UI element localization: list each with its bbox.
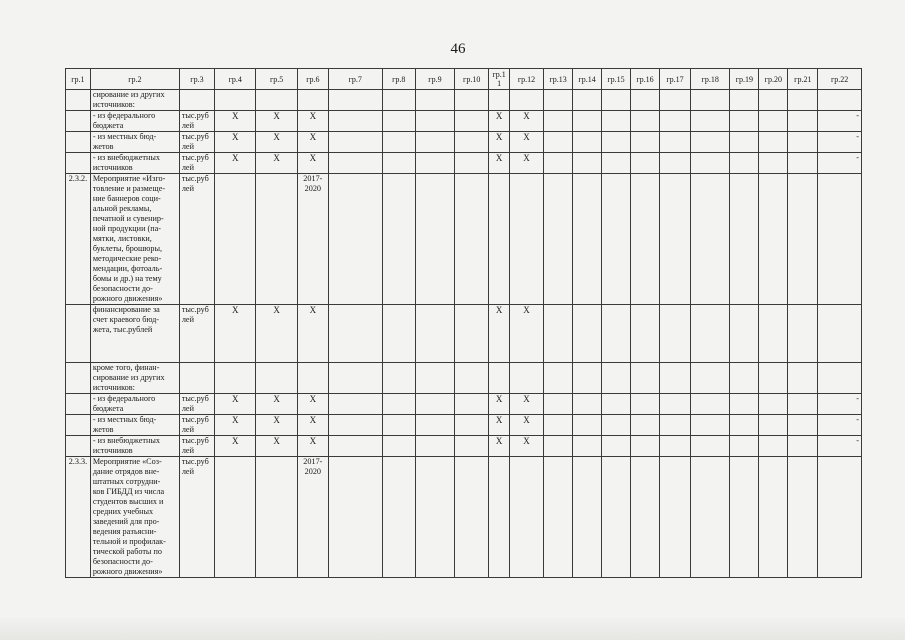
col-header: гр.15: [602, 69, 631, 90]
measure-period: 2017- 2020: [297, 174, 328, 305]
x-mark: X: [256, 111, 297, 132]
unit-cell: тыс.руб лей: [179, 457, 214, 578]
col-header: гр.3: [179, 69, 214, 90]
table-row: [66, 457, 862, 578]
x-mark: X: [215, 305, 256, 363]
x-mark: X: [489, 436, 510, 457]
col-header: гр.14: [573, 69, 602, 90]
unit-cell: тыс.руб лей: [179, 415, 214, 436]
x-mark: X: [297, 394, 328, 415]
x-mark: X: [489, 153, 510, 174]
col-header: гр.22: [818, 69, 862, 90]
x-mark: X: [509, 132, 543, 153]
x-mark: X: [297, 436, 328, 457]
unit-cell: тыс.руб лей: [179, 305, 214, 363]
table-row: [66, 305, 862, 363]
col-header: гр.21: [788, 69, 818, 90]
dash-mark: -: [818, 153, 862, 174]
measure-code: 2.3.2.: [66, 174, 91, 305]
col-header: гр.4: [215, 69, 256, 90]
measure-description: Мероприятие «Изго- товление и размеще- ние баннеров соци- альной рекламы, печатной и сувенир- ной продукции (па- мятки, листовки, буклеты, брошюры, методические реко- мендации, фотоаль- бомы и др.) на тему безопасности до- рожного движения»: [90, 174, 179, 305]
x-mark: X: [256, 153, 297, 174]
x-mark: X: [489, 132, 510, 153]
col-header: гр.20: [759, 69, 788, 90]
x-mark: X: [256, 305, 297, 363]
x-mark: X: [489, 111, 510, 132]
unit-cell: тыс.руб лей: [179, 174, 214, 305]
col-header: гр.6: [297, 69, 328, 90]
table-row: [66, 436, 862, 457]
unit-cell: тыс.руб лей: [179, 394, 214, 415]
x-mark: X: [215, 153, 256, 174]
executor-cell: [328, 305, 382, 363]
measure-description: Мероприятие «Соз- дание отрядов вне- штатных сотрудни- ков ГИБДД из числа студентов высших и средних учебных заведений для про- ведения разъясни- тельной и профилак- тической работы по безопасности до- рожного движения»: [90, 457, 179, 578]
x-mark: X: [509, 415, 543, 436]
unit-cell: тыс.руб лей: [179, 153, 214, 174]
table-row: [66, 111, 862, 132]
x-mark: X: [297, 415, 328, 436]
col-header: гр.8: [382, 69, 415, 90]
table-row: [66, 174, 862, 305]
program-table: [65, 68, 862, 578]
row-label: кроме того, финан- сирование из других источников:: [90, 363, 179, 394]
row-label: - из внебюджетных источников: [90, 153, 179, 174]
x-mark: X: [256, 394, 297, 415]
dash-mark: -: [818, 415, 862, 436]
x-mark: X: [509, 436, 543, 457]
col-header: гр.10: [455, 69, 489, 90]
row-label: финансирование за счет краевого бюд- жета, тыс.рублей: [90, 305, 179, 363]
unit-cell: тыс.руб лей: [179, 111, 214, 132]
x-mark: X: [509, 305, 543, 363]
unit-cell: тыс.руб лей: [179, 132, 214, 153]
x-mark: X: [256, 436, 297, 457]
row-label: - из внебюджетных источников: [90, 436, 179, 457]
row-label: - из местных бюд- жетов: [90, 132, 179, 153]
x-mark: X: [509, 153, 543, 174]
col-header: гр.19: [730, 69, 759, 90]
executor-cell: [328, 457, 382, 578]
col-header: гр.9: [415, 69, 454, 90]
col-header: гр.1: [66, 69, 91, 90]
dash-mark: -: [818, 111, 862, 132]
x-mark: X: [215, 111, 256, 132]
measure-period: 2017- 2020: [297, 457, 328, 578]
x-mark: X: [297, 153, 328, 174]
row-label: - из местных бюд- жетов: [90, 415, 179, 436]
table-row: [66, 394, 862, 415]
table-row: [66, 132, 862, 153]
col-header: гр.12: [509, 69, 543, 90]
x-mark: X: [489, 415, 510, 436]
scan-bottom-edge: [0, 618, 905, 640]
col-header: гр.1 1: [489, 69, 510, 90]
x-mark: X: [297, 305, 328, 363]
table-row: [66, 153, 862, 174]
col-header: гр.17: [659, 69, 690, 90]
unit-cell: тыс.руб лей: [179, 436, 214, 457]
x-mark: X: [256, 415, 297, 436]
row-label: - из федерального бюджета: [90, 394, 179, 415]
col-header: гр.16: [631, 69, 660, 90]
table-row: [66, 415, 862, 436]
dash-mark: -: [818, 436, 862, 457]
executor-cell: [328, 174, 382, 305]
dash-mark: -: [818, 132, 862, 153]
x-mark: X: [215, 436, 256, 457]
x-mark: X: [297, 111, 328, 132]
measure-code: 2.3.3.: [66, 457, 91, 578]
x-mark: X: [509, 111, 543, 132]
table-row: [66, 363, 862, 394]
header-row: [66, 69, 862, 90]
col-header: гр.18: [691, 69, 730, 90]
x-mark: X: [215, 132, 256, 153]
x-mark: X: [215, 394, 256, 415]
x-mark: X: [509, 394, 543, 415]
x-mark: X: [215, 415, 256, 436]
x-mark: X: [256, 132, 297, 153]
col-header: гр.2: [90, 69, 179, 90]
table-row: [66, 90, 862, 111]
x-mark: X: [489, 305, 510, 363]
col-header: гр.13: [544, 69, 573, 90]
page-number: 46: [450, 41, 466, 57]
x-mark: X: [297, 132, 328, 153]
row-label: сирование из других источников:: [90, 90, 179, 111]
dash-mark: -: [818, 394, 862, 415]
col-header: гр.5: [256, 69, 297, 90]
col-header: гр.7: [328, 69, 382, 90]
row-label: - из федерального бюджета: [90, 111, 179, 132]
x-mark: X: [489, 394, 510, 415]
